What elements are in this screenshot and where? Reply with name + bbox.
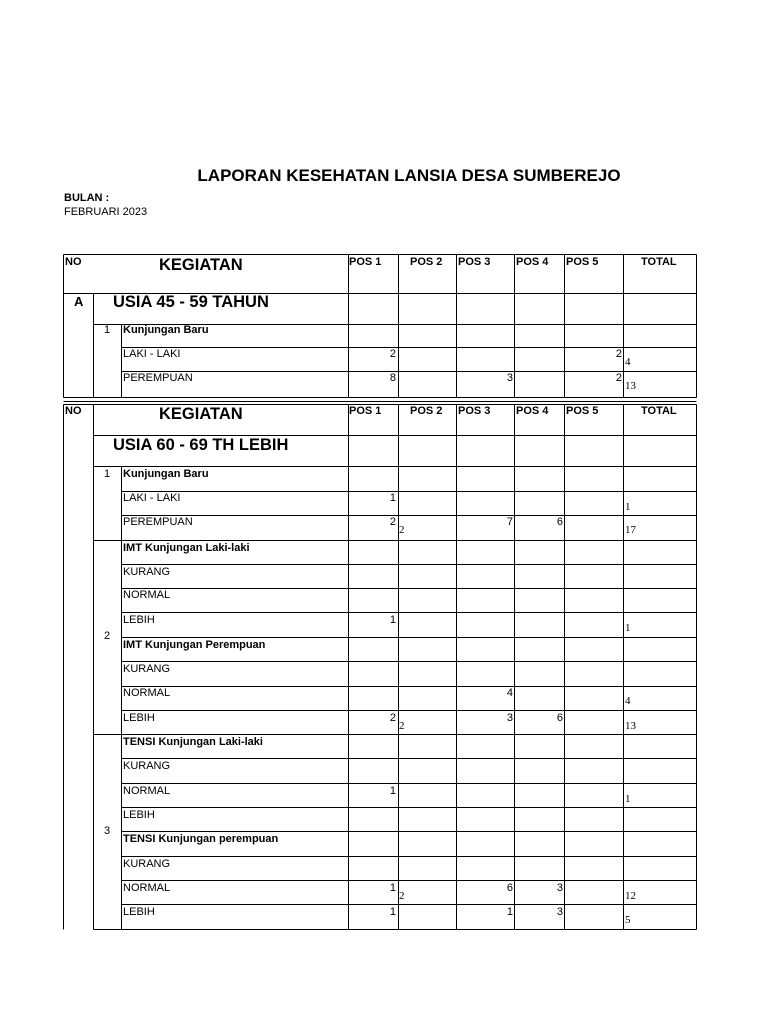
tensi-perempuan-normal-pos1: 1 (389, 882, 396, 894)
imt-perempuan-lebih-label: LEBIH (123, 712, 155, 724)
section-a-perempuan-pos5: 2 (615, 372, 622, 384)
tensi-perempuan-normal-pos2: 2 (399, 890, 405, 902)
tensi-laki-normal-label: NORMAL (123, 785, 171, 797)
imt-perempuan-normal-label: NORMAL (123, 687, 171, 699)
section-b-item1-label: Kunjungan Baru (123, 468, 209, 480)
col-pos2-header: POS 2 (410, 256, 443, 268)
col-kegiatan-header-2: KEGIATAN (159, 405, 243, 423)
col-pos1-header-2: POS 1 (349, 405, 382, 417)
col-pos2-header-2: POS 2 (410, 405, 443, 417)
tensi-laki-normal-total: 1 (625, 793, 631, 805)
tensi-laki-normal-pos1: 1 (389, 785, 396, 797)
col-pos3-header: POS 3 (458, 256, 491, 268)
imt-perempuan-lebih-pos2: 2 (399, 720, 405, 732)
section-a-laki-pos1: 2 (389, 348, 396, 360)
imt-perempuan-normal-total: 4 (625, 695, 631, 707)
section-b-item2-no: 2 (104, 630, 111, 642)
tensi-perempuan-normal-pos4: 6 (506, 882, 513, 894)
tensi-laki-lebih: LEBIH (123, 809, 155, 821)
month-value: FEBRUARI 2023 (64, 206, 148, 218)
col-pos4-header-2: POS 4 (516, 405, 549, 417)
tensi-perempuan-normal-pos5: 3 (556, 882, 563, 894)
section-b-title: USIA 60 - 69 TH LEBIH (113, 436, 289, 454)
imt-perempuan-normal-pos4: 4 (506, 687, 513, 699)
col-pos4-header: POS 4 (516, 256, 549, 268)
tensi-perempuan-label: TENSI Kunjungan perempuan (123, 833, 279, 845)
report-title: LAPORAN KESEHATAN LANSIA DESA SUMBEREJO (197, 166, 621, 185)
col-no-header: NO (65, 256, 82, 268)
tensi-perempuan-lebih-pos5: 3 (556, 906, 563, 918)
imt-perempuan-lebih-total: 13 (625, 720, 636, 732)
section-b-item3-no: 3 (104, 825, 111, 837)
section-b-perempuan-pos1: 2 (389, 516, 396, 528)
imt-laki-lebih-label: LEBIH (123, 614, 155, 626)
col-pos1-header: POS 1 (349, 256, 382, 268)
section-a-laki-pos5: 2 (615, 348, 622, 360)
section-b-item1-no: 1 (104, 468, 111, 480)
month-label: BULAN : (64, 192, 110, 204)
section-b-laki-label: LAKI - LAKI (123, 492, 181, 504)
imt-laki-lebih-total: 1 (625, 622, 631, 634)
section-a-perempuan-pos1: 8 (389, 372, 396, 384)
section-b-laki-total: 1 (625, 501, 631, 513)
col-kegiatan-header: KEGIATAN (159, 256, 243, 274)
tensi-perempuan-lebih-label: LEBIH (123, 906, 155, 918)
tensi-laki-label: TENSI Kunjungan Laki-laki (123, 736, 263, 748)
section-b-perempuan-pos4: 7 (506, 516, 513, 528)
section-a-code: A (74, 294, 84, 309)
section-a-perempuan-pos4: 3 (506, 372, 513, 384)
col-pos5-header: POS 5 (566, 256, 599, 268)
col-pos5-header-2: POS 5 (566, 405, 599, 417)
col-no-header-2: NO (65, 405, 82, 417)
imt-perempuan-lebih-pos5: 6 (556, 712, 563, 724)
section-a-perempuan-total: 13 (625, 380, 636, 392)
col-pos3-header-2: POS 3 (458, 405, 491, 417)
tensi-laki-kurang: KURANG (123, 760, 171, 772)
imt-laki-kurang: KURANG (123, 566, 171, 578)
imt-perempuan-lebih-pos4: 3 (506, 712, 513, 724)
imt-perempuan-kurang: KURANG (123, 663, 171, 675)
section-a-perempuan-label: PEREMPUAN (123, 372, 193, 384)
tensi-perempuan-normal-label: NORMAL (123, 882, 171, 894)
imt-perempuan-label: IMT Kunjungan Perempuan (123, 639, 266, 651)
imt-perempuan-lebih-pos1: 2 (389, 712, 396, 724)
section-a-title: USIA 45 - 59 TAHUN (113, 293, 269, 311)
tensi-perempuan-normal-total: 12 (625, 890, 636, 902)
col-total-header: TOTAL (641, 256, 677, 268)
section-a-item1-label: Kunjungan Baru (123, 324, 209, 336)
imt-laki-label: IMT Kunjungan Laki-laki (123, 542, 250, 554)
section-b-laki-pos1: 1 (389, 492, 396, 504)
col-total-header-2: TOTAL (641, 405, 677, 417)
section-b-perempuan-label: PEREMPUAN (123, 516, 193, 528)
tensi-perempuan-kurang: KURANG (123, 858, 171, 870)
section-b-perempuan-total: 17 (625, 524, 636, 536)
tensi-perempuan-lebih-pos4: 1 (506, 906, 513, 918)
section-a-laki-label: LAKI - LAKI (123, 348, 181, 360)
tensi-perempuan-lebih-pos1: 1 (389, 906, 396, 918)
imt-laki-lebih-pos1: 1 (389, 614, 396, 626)
imt-laki-normal: NORMAL (123, 589, 171, 601)
section-b-perempuan-pos2: 2 (399, 524, 405, 536)
section-a-item1-no: 1 (104, 324, 111, 336)
section-b-perempuan-pos5: 6 (556, 516, 563, 528)
section-a-laki-total: 4 (625, 356, 631, 368)
tensi-perempuan-lebih-total: 5 (625, 914, 631, 926)
